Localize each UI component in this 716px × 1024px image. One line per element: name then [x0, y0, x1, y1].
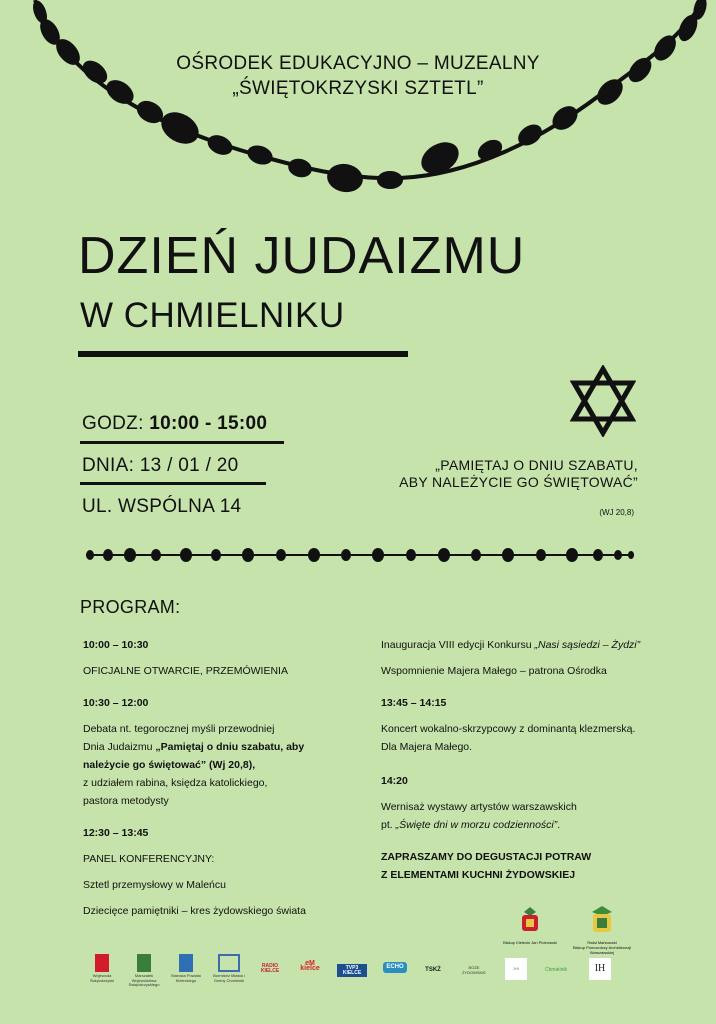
organizer-line-2: „ŚWIĘTOKRZYSKI SZTETL” — [232, 78, 484, 99]
organizer-line-1: OŚRODEK EDUKACYJNO – MUZEALNY — [176, 53, 540, 74]
sponsor-logo: TVP3 KIELCE — [337, 964, 367, 977]
quote-line-2: ABY NALEŻYCIE GO ŚWIĘTOWAĆ” — [399, 474, 638, 490]
patron-logo-2 — [572, 905, 632, 955]
contest-line: Inauguracja VIII edycji Konkursu „Nasi sąsiedzi – Żydzi” — [381, 639, 641, 651]
sponsor-logo: eM kielce — [300, 960, 320, 972]
sponsor-logo: Chmielnik — [545, 967, 567, 973]
slot-4-text-2: Dla Majera Małego. — [381, 741, 473, 753]
program-column-right — [381, 636, 681, 884]
slot-5-text-2: pt. „Święte dni w morzu codzienności”. — [381, 819, 561, 831]
time-slot-5: 14:20 — [381, 775, 408, 787]
remembrance-line: Wspomnienie Majera Małego – patrona Ośrodka — [381, 665, 607, 677]
event-date — [82, 455, 238, 477]
patron-2-caption-1: Rafał Markowski — [587, 940, 617, 945]
time-label: GODZ: — [82, 413, 144, 434]
date-value: 13 / 01 / 20 — [139, 455, 239, 476]
slot-2-text-4: z udziałem rabina, księdza katolickiego, — [83, 777, 268, 789]
slot-1-text: OFICJALNE OTWARCIE, PRZEMÓWIENIA — [83, 665, 288, 677]
slot-3-text-1: PANEL KONFERENCYJNY: — [83, 853, 215, 865]
bishop-coat-of-arms-icon — [500, 905, 560, 935]
time-slot-2: 10:30 – 12:00 — [83, 697, 149, 709]
slot-4-text-1: Koncert wokalno-skrzypcowy z dominantą klezmerską. — [381, 723, 636, 735]
patron-logo-1 — [500, 905, 560, 945]
sponsor-logo: BOŻE ŻYDOWSKIE — [461, 965, 486, 975]
title-underline — [78, 351, 408, 357]
ornamental-divider — [86, 545, 634, 565]
program-heading: PROGRAM: — [80, 597, 181, 617]
event-time — [82, 413, 267, 435]
invitation-line-2: Z ELEMENTAMI KUCHNI ŻYDOWSKIEJ — [381, 869, 576, 881]
sponsor-logo: RADIO KIELCE — [260, 963, 280, 974]
slot-3-text-2: Sztetl przemysłowy w Maleńcu — [83, 879, 226, 891]
time-slot-4: 13:45 – 14:15 — [381, 697, 447, 709]
sponsor-logo: Wojewoda Świętokrzyski — [85, 954, 119, 983]
region-emblem-icon — [137, 954, 151, 972]
slot-2-text-5: pastora metodysty — [83, 795, 169, 807]
event-subtitle: W CHMIELNIKU — [80, 296, 345, 335]
invitation-line-1: ZAPRASZAMY DO DEGUSTACJI POTRAW — [381, 851, 592, 863]
event-address: UL. WSPÓLNA 14 — [82, 496, 242, 517]
star-of-david-icon — [570, 365, 636, 437]
sponsor-logo: Marszałek Województwa Świętokrzyskiego — [127, 954, 161, 988]
town-emblem-icon — [218, 954, 240, 972]
patron-2-caption-2: Biskup Pomocniczy Archidiecezji Warszawskiej — [572, 945, 632, 955]
sponsor-logo: JHI — [505, 958, 527, 980]
eagle-emblem-icon — [95, 954, 109, 972]
slot-3-text-3: Dziecięce pamiętniki – kres żydowskiego świata — [83, 905, 306, 917]
patron-1-caption: Biskup Kielecki Jan Piotrowski — [503, 940, 557, 945]
sponsor-logo: Burmistrz Miasta i Gminy Chmielnik — [211, 954, 247, 983]
sponsor-logo: IH — [589, 958, 611, 980]
date-underline — [80, 482, 266, 485]
slot-5-text-1: Wernisaż wystawy artystów warszawskich — [381, 801, 577, 813]
leaf-garland-decoration — [0, 0, 716, 200]
sponsor-logo: ECHO — [383, 962, 407, 973]
slot-2-text-2: Dnia Judaizmu „Pamiętaj o dniu szabatu, aby — [83, 741, 305, 753]
sponsor-logo: Starosta Powiatu Kieleckiego — [169, 954, 203, 983]
slot-2-text-1: Debata nt. tegorocznej myśli przewodniej — [83, 723, 275, 735]
sponsor-logo: TSKŻ — [425, 967, 441, 973]
time-value: 10:00 - 15:00 — [149, 413, 268, 434]
slot-2-text-3: należycie go świętować” (Wj 20,8), — [83, 759, 256, 771]
program-column-left — [83, 636, 373, 920]
time-underline — [80, 441, 284, 444]
time-slot-1: 10:00 – 10:30 — [83, 639, 149, 651]
county-emblem-icon — [179, 954, 193, 972]
date-label: DNIA: — [82, 455, 135, 476]
time-slot-3: 12:30 – 13:45 — [83, 827, 149, 839]
quote-reference: (WJ 20,8) — [599, 508, 634, 517]
event-title: DZIEŃ JUDAIZMU — [78, 227, 526, 285]
quote-line-1: „PAMIĘTAJ O DNIU SZABATU, — [435, 457, 638, 473]
bishop-coat-of-arms-icon — [572, 905, 632, 935]
